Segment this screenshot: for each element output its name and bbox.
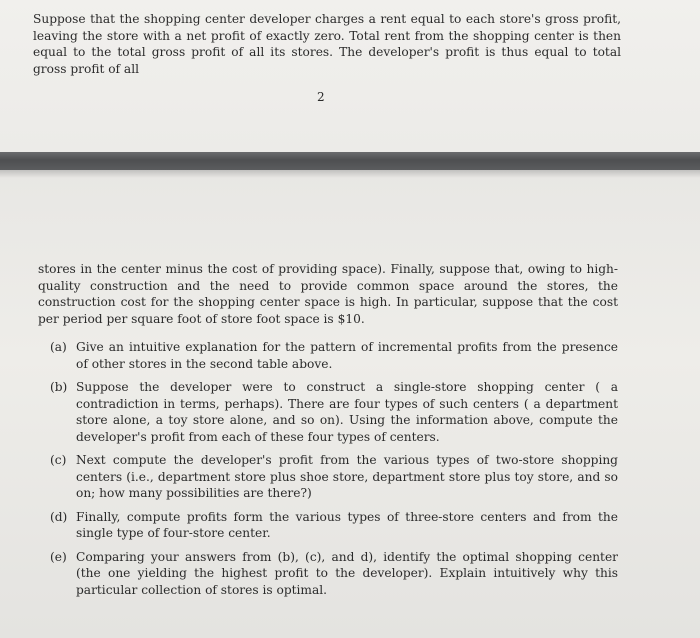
- top-paragraph: Suppose that the shopping center developer charges a rent equal to each store's gross profit, leaving the store with a net profit of exactly zero. Total rent from the shopping center is then equal to the total gross profit of all its stores. The developer's profit is thus equal to total gross profit of all: [33, 12, 621, 76]
- question-d: [50, 509, 618, 542]
- bottom-paragraph: stores in the center minus the cost of providing space). Finally, suppose that, owing to high-quality construction and the need to provide common space around the stores, the construction cost for the shopping center space is high. In particular, suppose that the cost per period per square foot of store foot space is $10.: [38, 262, 618, 326]
- question-list: [50, 339, 618, 605]
- question-text: Finally, compute profits form the various types of three-store centers and from the single type of four-store center.: [76, 509, 618, 540]
- page-gap-shadow: [0, 170, 700, 178]
- question-text: Next compute the developer's profit from the various types of two-store shopping centers (i.e., department store plus shoe store, department store plus toy store, and so on; how many possibilities are there?): [76, 453, 618, 500]
- question-label: (a): [50, 340, 67, 354]
- question-label: (e): [50, 549, 67, 564]
- question-b: [50, 379, 618, 445]
- question-e: [50, 549, 618, 599]
- question-a: [50, 339, 618, 372]
- question-label: (b): [50, 380, 68, 394]
- page-gap: [0, 152, 700, 170]
- question-c: [50, 452, 618, 502]
- question-label: (d): [50, 509, 68, 524]
- question-text: Give an intuitive explanation for the pattern of incremental profits from the presence of other stores in the second table above.: [76, 340, 618, 371]
- question-text: Suppose the developer were to construct a single-store shopping center ( a contradiction in terms, perhaps). There are four types of such centers ( a department store alone, a toy store alone, and so on). Using the information above, compute the developer's profit from each of these four types of centers.: [76, 380, 618, 444]
- question-label: (c): [50, 453, 67, 467]
- page-number: 2: [317, 90, 325, 104]
- question-text: Comparing your answers from (b), (c), and d), identify the optimal shopping center (the one yielding the highest profit to the developer). Explain intuitively why this particular collection of stores is optimal.: [76, 549, 618, 597]
